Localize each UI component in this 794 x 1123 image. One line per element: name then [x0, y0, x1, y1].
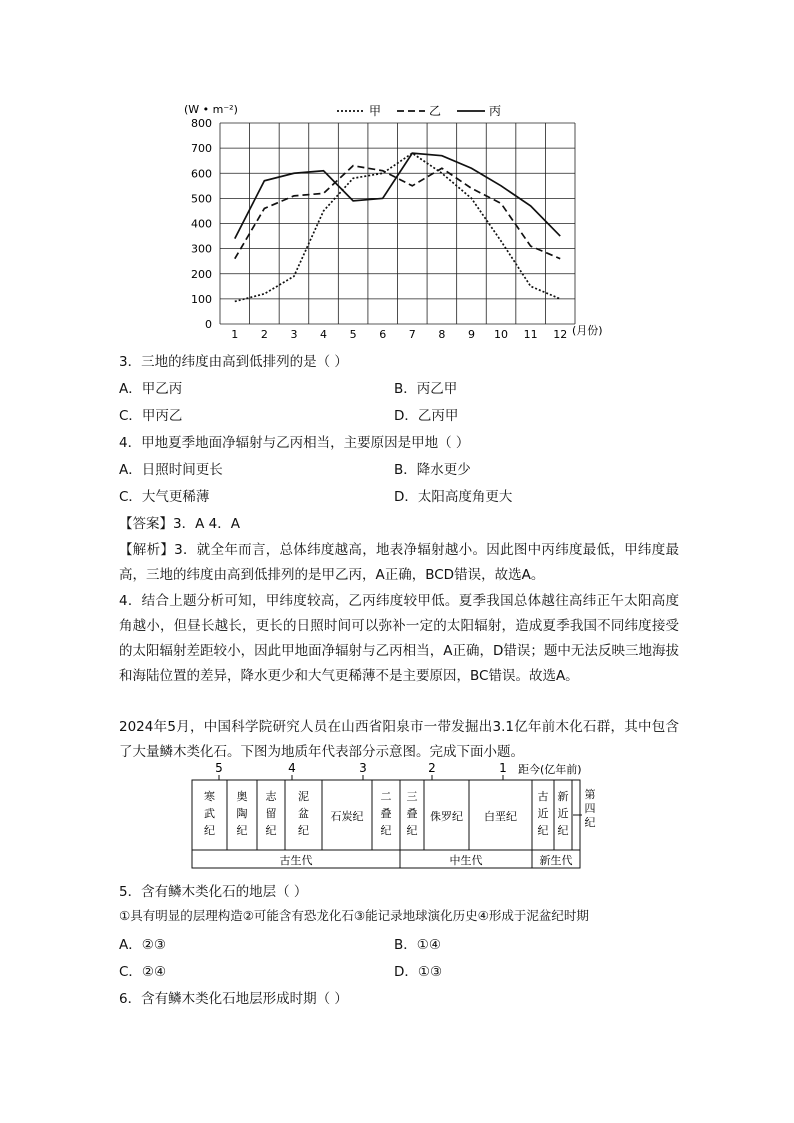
q5-option-d: D．①③: [394, 964, 443, 980]
y-tick-label: 200: [191, 267, 212, 281]
period-label: 纪: [406, 824, 418, 837]
analysis-q4: 4．结合上题分析可知，甲纬度较高，乙丙纬度较甲低。夏季我国总体越往高纬正午太阳高度角越小，但昼长越长，更长的日照时间可以弥补一定的太阳辐射，造成夏季我国不同纬度接受的太阳辐射差距较小，因此甲地面净辐射与乙丙相当，A正确，D错误；题中无法反映三地海拔和海陆位置的差异，降水更少和大气更稀薄不是主要原因，BC错误。故选A。: [119, 593, 679, 684]
scale-number: 4: [288, 761, 296, 775]
legend-label: 丙: [489, 104, 502, 118]
period-label: 盆: [298, 807, 309, 820]
period-label: 近: [537, 807, 549, 820]
period-label: 第: [584, 788, 596, 801]
chart-legend: [337, 104, 501, 118]
q3-option-c: C．甲丙乙: [119, 408, 183, 424]
period-label: 武: [204, 807, 215, 820]
y-axis-ticks: [191, 117, 212, 331]
y-axis-label: (W • m⁻²): [184, 103, 238, 116]
period-label: 陶: [236, 807, 248, 820]
period-row: [192, 780, 596, 868]
period-label: 留: [265, 807, 277, 820]
scale-number: 3: [359, 761, 367, 775]
answer-line: 【答案】3．A 4．A: [119, 516, 240, 532]
q5-option-b: B．①④: [394, 937, 441, 953]
period-label: 纪: [380, 824, 392, 837]
period-label: 新: [557, 790, 569, 803]
period-label: 纪: [298, 824, 309, 837]
passage-intro: 2024年5月，中国科学院研究人员在山西省阳泉市一带发掘出3.1亿年前木化石群，其中包含了大量鳞木类化石。下图为地质年代表部分示意图。完成下面小题。: [119, 719, 679, 760]
q4-option-d: D．太阳高度角更大: [394, 489, 513, 505]
period-label: 石炭纪: [330, 810, 364, 823]
question-5-statements: ①具有明显的层理构造②可能含有恐龙化石③能记录地球演化历史④形成于泥盆纪时期: [119, 908, 589, 923]
q4-option-b: B．降水更少: [394, 462, 471, 478]
question-4-stem: 4．甲地夏季地面净辐射与乙丙相当，主要原因是甲地（ ）: [119, 435, 470, 451]
era-row: [280, 850, 573, 868]
scale-title: 距今(亿年前): [518, 763, 582, 776]
x-axis-label: (月份): [572, 324, 603, 337]
period-label: 志: [265, 790, 277, 803]
x-axis-ticks: [231, 328, 567, 341]
period-label: 叠: [380, 807, 392, 820]
x-tick-label: 9: [467, 328, 475, 341]
q4-option-a: A．日照时间更长: [119, 462, 223, 478]
period-label: 纪: [204, 824, 215, 837]
era-label: 中生代: [449, 854, 483, 867]
period-label: 纪: [584, 816, 596, 829]
y-tick-label: 100: [191, 292, 212, 306]
question-6-stem: 6．含有鳞木类化石地层形成时期（ ）: [119, 991, 348, 1007]
x-tick-label: 3: [290, 328, 298, 341]
y-tick-label: 300: [191, 242, 212, 256]
x-tick-label: 7: [408, 328, 416, 341]
legend-label: 甲: [369, 104, 382, 118]
x-tick-label: 12: [553, 328, 568, 341]
period-label: 纪: [537, 824, 549, 837]
y-tick-label: 0: [205, 318, 212, 331]
period-label: 纪: [236, 824, 248, 837]
era-label: 古生代: [279, 854, 313, 867]
question-3-stem: 3．三地的纬度由高到低排列的是（ ）: [119, 354, 348, 370]
x-tick-label: 8: [438, 328, 446, 341]
scale-number: 1: [499, 761, 507, 775]
x-tick-label: 2: [260, 328, 268, 341]
y-tick-label: 800: [191, 117, 212, 130]
chart-grid: [220, 123, 575, 324]
question-5-stem: 5．含有鳞木类化石的地层（ ）: [119, 884, 308, 900]
q3-option-d: D．乙丙甲: [394, 408, 459, 424]
x-tick-label: 10: [494, 328, 509, 341]
era-label: 新生代: [539, 854, 573, 867]
x-tick-label: 11: [523, 328, 538, 341]
time-scale: [215, 761, 581, 780]
q5-option-c: C．②④: [119, 964, 167, 980]
analysis-q3: 【解析】3．就全年而言，总体纬度越高，地表净辐射越小。因此图中丙纬度最低，甲纬度最高，三地的纬度由高到低排列的是甲乙丙，A正确，BCD错误，故选A。: [119, 542, 679, 583]
x-tick-label: 6: [379, 328, 387, 341]
scale-number: 2: [428, 761, 436, 775]
x-tick-label: 5: [349, 328, 357, 341]
y-tick-label: 600: [191, 167, 212, 181]
period-label: 纪: [265, 824, 277, 837]
period-label: 四: [584, 802, 596, 815]
q3-option-a: A．甲乙丙: [119, 381, 183, 397]
geologic-time-table: [188, 760, 598, 872]
radiation-line-chart: [175, 98, 625, 348]
x-tick-label: 1: [231, 328, 239, 341]
y-tick-label: 700: [191, 142, 212, 156]
period-label: 叠: [406, 807, 418, 820]
x-tick-label: 4: [320, 328, 328, 341]
period-label: 奥: [236, 790, 248, 803]
scale-number: 5: [215, 761, 223, 775]
period-label: 白垩纪: [484, 810, 517, 823]
q4-option-c: C．大气更稀薄: [119, 489, 210, 505]
y-tick-label: 500: [191, 192, 212, 206]
legend-label: 乙: [429, 104, 442, 118]
period-label: 三: [406, 790, 418, 803]
period-label: 侏罗纪: [430, 810, 463, 823]
period-label: 纪: [557, 824, 569, 837]
period-label: 近: [557, 807, 569, 820]
y-tick-label: 400: [191, 217, 212, 231]
q3-option-b: B．丙乙甲: [394, 381, 458, 397]
q5-option-a: A．②③: [119, 937, 166, 953]
period-label: 二: [380, 790, 392, 803]
period-label: 古: [537, 790, 549, 803]
period-label: 泥: [298, 790, 309, 803]
period-label: 寒: [204, 790, 215, 803]
